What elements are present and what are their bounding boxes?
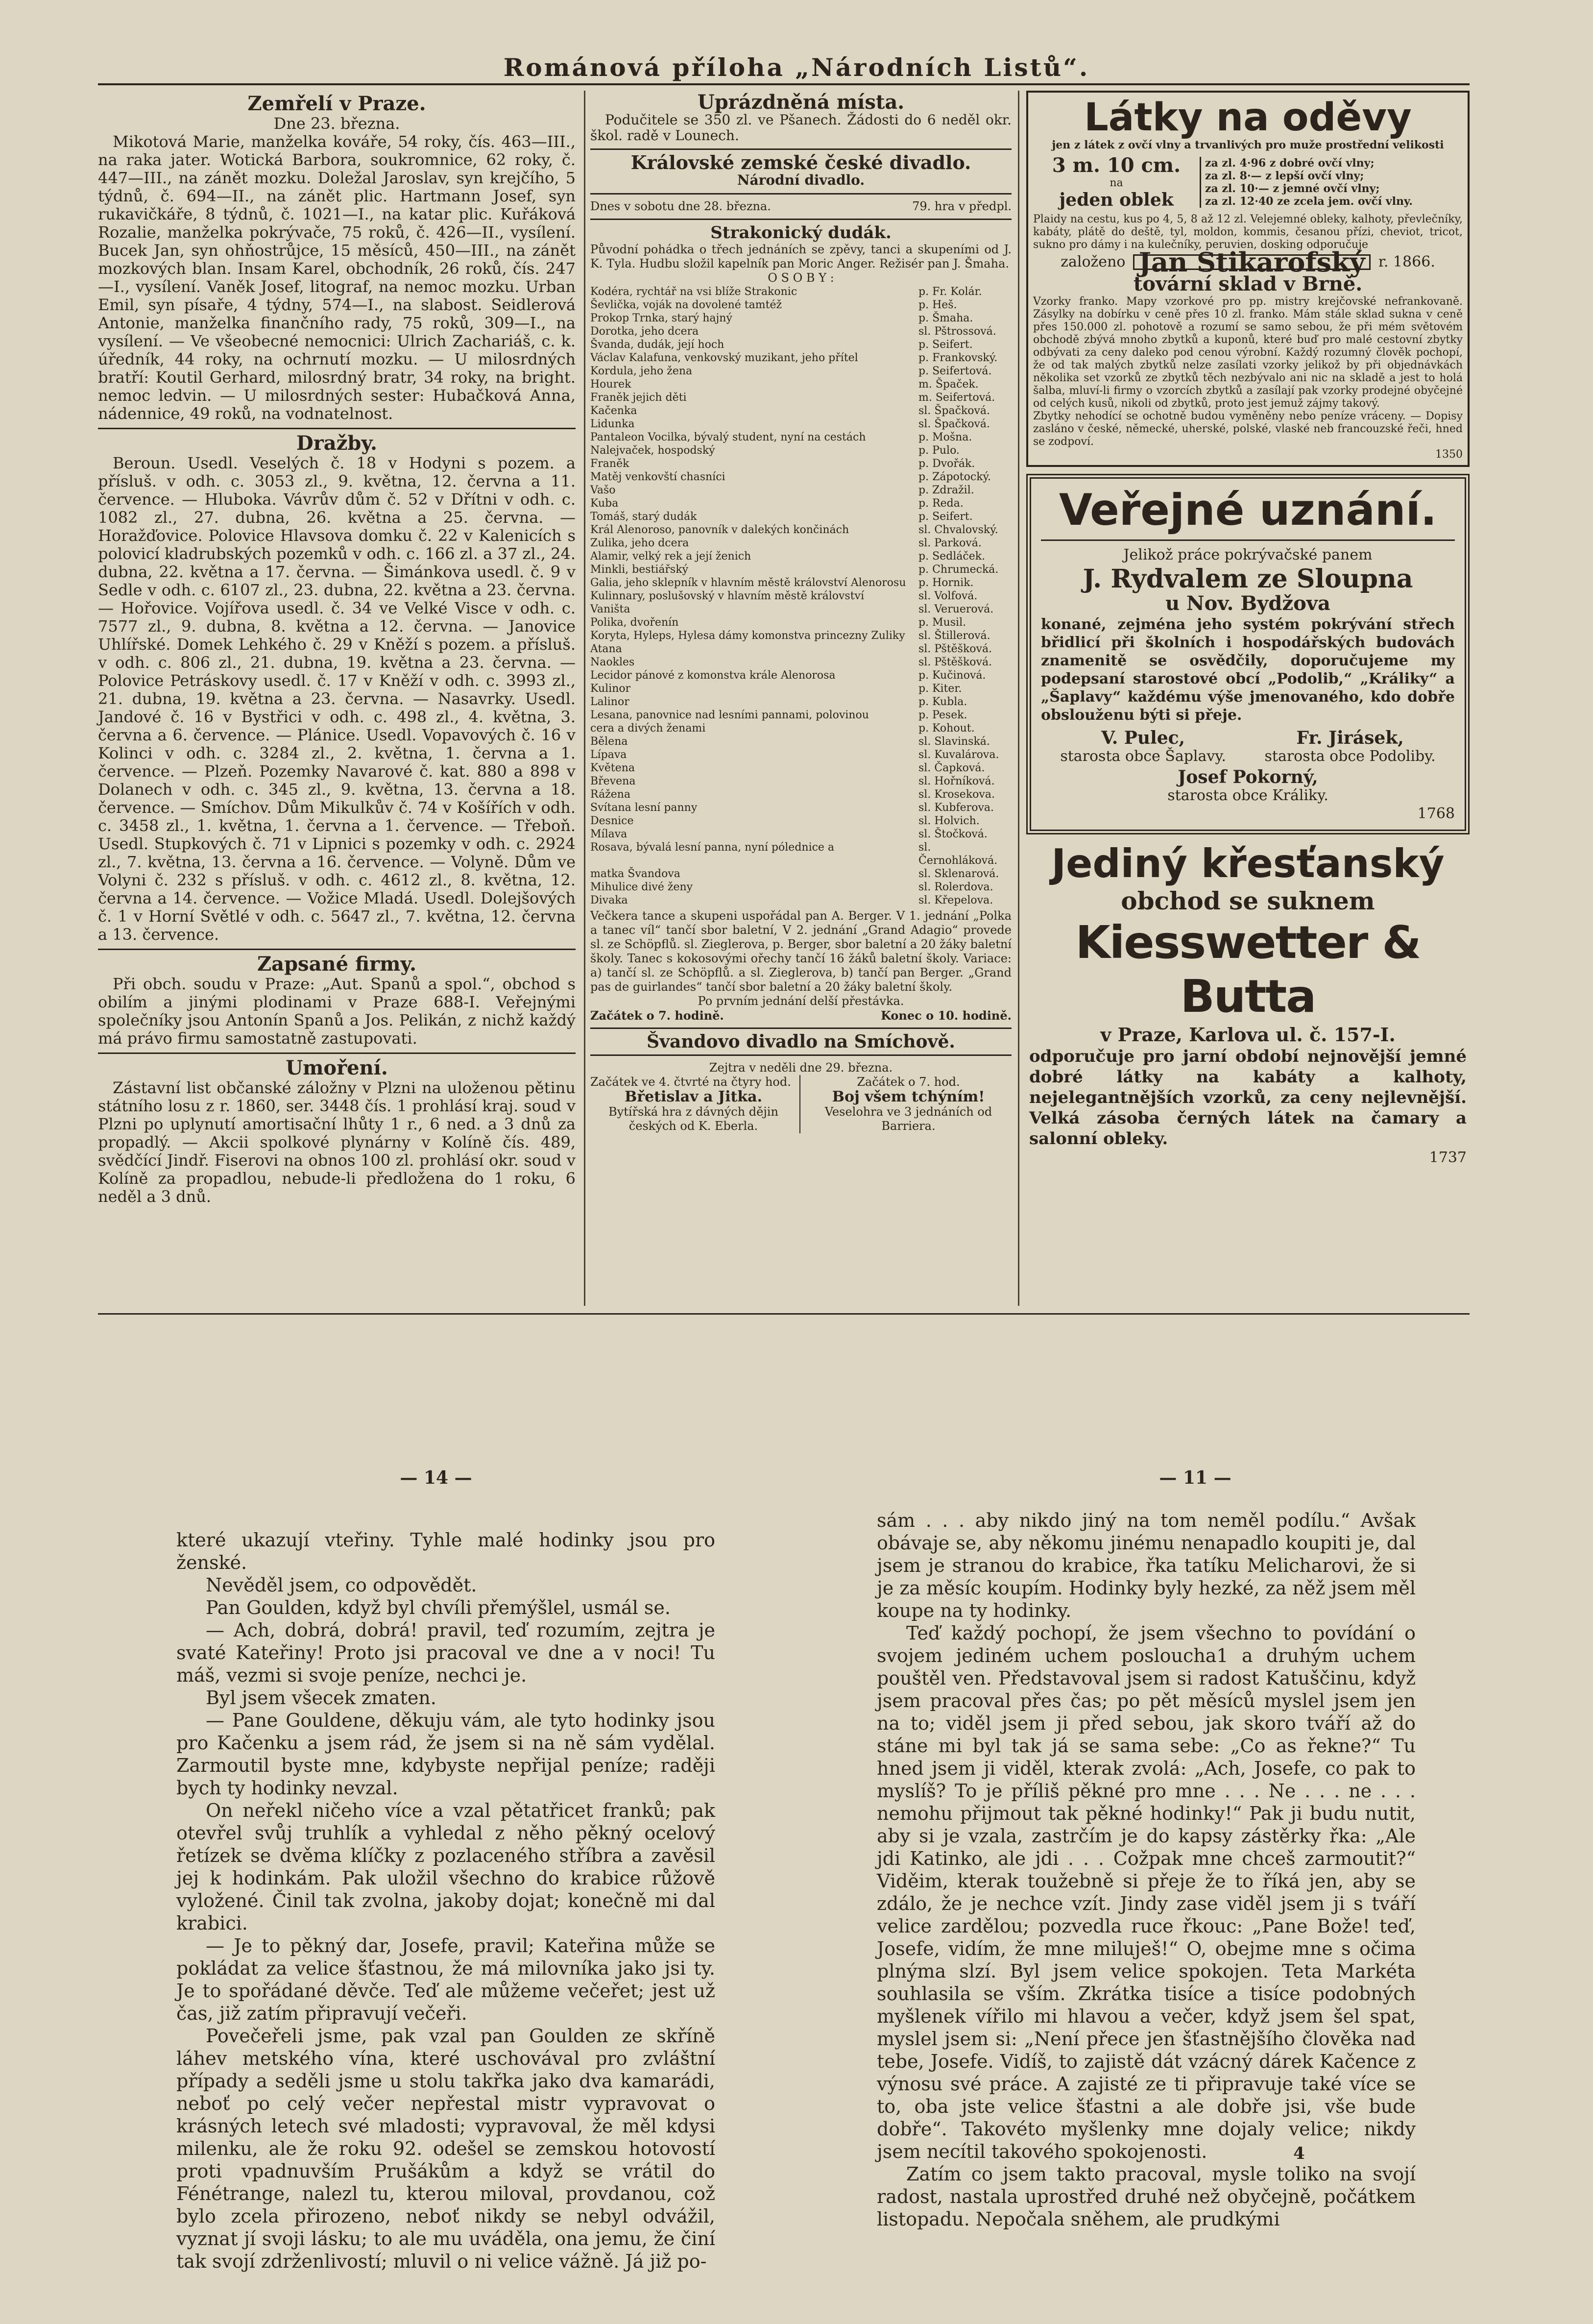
cast-actor: p. Dvořák. (918, 458, 975, 470)
masthead: Románová příloha „Národních Listů“. (503, 53, 1090, 82)
latky-text3: Zbytky nehodící se ochotně budou vyměněny nebo peníze vráceny. — Dopisy zasláno v české, německé, uherské, polské, vlaské neb francouzské řeči, hned se zodpoví. (1033, 410, 1463, 448)
latky-na: na (1110, 177, 1123, 189)
story-paragraph: sám . . . aby nikdo jiný na tom neměl podílu.“ Avšak obávaje se, aby někomu jinému nenapadlo koupiti je, dal jsem je stranou do krabice, řka tatíku Melicharovi, že si je za měsíc koupím. Hodinky byly hezké, za něž jsem měl koupe na ty hodinky. (877, 1510, 1416, 1621)
sig3-name: Josef Pokorný, (1178, 767, 1318, 787)
svandovo-programs (590, 1075, 1012, 1133)
cast-role: Atana (590, 643, 622, 655)
cast-actor: sl. Hořníková. (918, 775, 995, 787)
cast-row (590, 775, 1012, 788)
cast-role: Kačenka (590, 405, 637, 417)
cast-actor: p. Mošna. (918, 431, 972, 443)
latky-left (1033, 154, 1200, 210)
cast-actor: sl. Kubferova. (918, 802, 994, 814)
cast-role: Desnice (590, 815, 634, 827)
cast-role: Švanda, dudák, její hoch (590, 339, 724, 351)
cast-role: Rážena (590, 788, 631, 801)
uznani-title: Veřejné uznání. (1059, 485, 1437, 535)
cast-row (590, 867, 1012, 881)
svandovo-left (590, 1075, 800, 1133)
cast-actor: p. Kiter. (918, 683, 962, 695)
cast-actor: sl. Volfová. (918, 590, 978, 602)
cast-row (590, 656, 1012, 669)
latky-text2: Vzorky franko. Mapy vzorkové pro pp. mistry krejčovské nefrankovaně. Zásylky na dobírku v ceně přes 10 zl. franko. Mám stále sklad sukna v ceně přes 150.000 zl. pohotově a rozumí se samo sebou, že při mém světovém obchodě zbývá mnoho zbytků a kuponů, které buď pro malé cestovní zbytky odbývati za ceny daleko pod cenou výrobní. Každý rozumný člověk pochopí, že od tak malých zbytků nelze zasílati vzorky jelikož by při objednávkách několika set vzorků ze zbytků těch nezbývalo ani nic na skladě a jest to holá šalba, mluví-li firmy o vzorcích zbytků a zasílají pak vzorky prodejné obyčejné od celých kusů, nikoli od zbytků, proto jest jemuž zájmy takový. (1033, 295, 1463, 410)
cast-actor: sl. Štočková. (918, 828, 988, 840)
cast-actor: p. Fr. Kolár. (918, 286, 982, 298)
umoreni-heading: Umoření. (286, 1056, 388, 1079)
cast-row (590, 391, 1012, 404)
cast-row (590, 841, 1012, 867)
osoby-label: O S O B Y : (768, 271, 834, 285)
cast-row (590, 497, 1012, 510)
cast-role: Polika, dvořenín (590, 616, 679, 629)
cast-row (590, 417, 1012, 431)
cast-actor: sl. Sklenarová. (918, 868, 999, 880)
tovarni-label: tovární sklad v Brně. (1133, 272, 1363, 295)
cast-row (590, 828, 1012, 841)
story-paragraph: — Je to pěkný dar, Josefe, pravil; Kateřina může se pokládat za velice šťastnou, že má milovníka jako jsi ty. Je to spořádané děvče. Teď ale můžeme večeřet; jest už čas, již zatím připravují večeři. (176, 1935, 715, 2024)
cast-actor: sl. Pštěšková. (918, 643, 992, 655)
sig2-title: starosta obce Podoliby. (1264, 748, 1436, 765)
uznani-ad (1026, 474, 1470, 834)
intermission-note: Po prvním jednání delší přestávka. (698, 994, 904, 1008)
column-2 (590, 91, 1012, 1133)
firms-text: Při obch. soudu v Praze: „Aut. Spanů a spol.“, obchod s obilím a jinými plodinami v Praze 688-I. Veřejnými společníky jsou Antonín Spanů a Jos. Pelikán, z nichž každý má právo firmu samostatně zastupovati. (98, 975, 576, 1048)
uznani-place: u Nov. Bydžova (1165, 592, 1330, 615)
cast-actor: p. Šmaha. (918, 312, 973, 324)
cast-actor: p. Chrumecká. (918, 563, 999, 576)
cast-row (590, 298, 1012, 312)
cast-row (590, 537, 1012, 550)
latky-price: za zl. 4·96 z dobré ovčí vlny; (1205, 157, 1375, 170)
cast-role: Lalinor (590, 696, 629, 708)
cast-role: Alamir, velký rek a její ženich (590, 550, 751, 563)
latky-title: Látky na oděvy (1084, 96, 1412, 140)
cast-actor: p. Musil. (918, 616, 966, 629)
cast-row (590, 576, 1012, 589)
cast-row (590, 550, 1012, 563)
latky-text: Plaidy na cestu, kus po 4, 5, 8 až 12 zl. Velejemné obleky, kalhoty, převlečníky, kabáty, plátě do deště, tyl, moldon, kommis, česanou přízi, cheviot, tricot, sukno pro dámy i na kulečníky, peruvien, dosking odporučuje (1033, 213, 1463, 251)
divider (1041, 539, 1455, 541)
cast-role: Kordula, jeho žena (590, 365, 693, 377)
cast-row (590, 589, 1012, 603)
latky-num: 1350 (1435, 448, 1463, 461)
cast-role: Zulika, jeho dcera (590, 537, 689, 549)
sv-left-title: Břetislav a Jitka. (624, 1088, 763, 1105)
divider (590, 193, 1012, 195)
cast-actor: p. Hornik. (918, 577, 974, 589)
cast-row (590, 285, 1012, 298)
cast-role: Dorotka, jeho dcera (590, 325, 699, 338)
cast-role: Mihulice divé ženy (590, 881, 693, 893)
cast-row (590, 695, 1012, 709)
column-1 (98, 91, 576, 1206)
cast-actor: p. Kubla. (918, 696, 967, 708)
sig3-title: starosta obce Králiky. (1167, 787, 1328, 804)
cast-actor: sl. Slavinská. (918, 735, 990, 748)
svandovo-heading: Švandovo divadlo na Smíchově. (647, 1031, 955, 1052)
cast-actor: p. Pesek. (918, 709, 967, 721)
cast-role: Mílava (590, 828, 628, 840)
cast-actor: sl. Pštrossová. (918, 325, 996, 338)
deaths-text: Mikotová Marie, manželka kováře, 54 roky, čís. 463—III., na raka jater. Wotická Barbora, soukromnice, 62 roky, č. 447—III., na zánět mozku. Doležal Jaroslav, syn krejčího, 5 týdnů, č. 694—II., na zánět plic. Hartmann Josef, syn rukavičkáře, 8 týdnů, č. 1021—I., na katar plic. Kuřáková Rozalie, manželka pokrývače, 75 roků, č. 426—II., vysílení. Bucek Jan, syn ohňostrůjce, 15 měsíců, 450—III., na zánět mozkových blan. Insam Karel, obchodník, 26 roků, čís. 247—I., vysílení. Vaněk Josef, litograf, na nemoc mozku. Urban Emil, syn písaře, 4 týdny, 574—I., na slabost. Seidlerová Antonie, manželka finančního rady, 75 roků, 309—I., na vysílení. — Ve všeobecné nemocnici: Ulrich Zachariáš, c. k. úředník, 44 roky, na ochrnutí mozku. — U milosrdných bratří: Koutil Gerhard, milosrdný bratr, 34 roky, na bright. nemoc ledvin. — U milosrdných sester: Hubačková Anna, nádennice, 49 roků, na vodnatelnost. (98, 132, 576, 423)
cast-actor: p. Kohout. (918, 722, 975, 734)
auctions-text: Beroun. Usedl. Veselých č. 18 v Hodyni s pozem. a přísluš. v odh. c. 3053 zl., 9. května, 12. června a 11. července. — Hluboka. Vávrův dům č. 52 v Dřítni v odh. c. 1082 zl., 27. dubna, 26. května a 25. června. — Horažďovice. Polovice Hlavsova domku č. 22 v Kalenicích s polovicí kladrubských pozemků v odh. c. 166 zl. a 37 zl., 24. dubna, 22. května a 17. června. — Šimánkova usedl. č. 9 v Sedle v odh. c. 6107 zl., 23. dubna, 22. května a 23. června. — Hořovice. Vojířova usedl. č. 34 ve Velké Visce v odh. c. 7577 zl., 9. dubna, 8. května a 12. června. — Janovice Uhlířské. Domek Lehkého č. 29 v Kněží s pozem. a přísluš. v odh. c. 806 zl., 21. dubna, 19. května a 23. června. — Polovice Petráskovy usedl. č. 17 v Kněží v odh. c. 3993 zl., 21. dubna, 19. května a 23. června. — Nasavrky. Usedl. Jandové č. 16 v Bystřici v odh. c. 498 zl., 4. května, 3. června a 6. července. — Plánice. Usedl. Vopavových č. 16 v Kolinci v odh. c. 3284 zl., 2. května, 1. června a 1. července. — Plzeň. Pozemky Navarové č. kat. 880 a 898 v Dolanech v odh. c. 345 zl., 9. května, 13. června a 18. července. — Smíchov. Dům Mikulkův č. 74 v Košířích v odh. c. 3458 zl., 1. května, 1. června a 1. července. — Třeboň. Usedl. Stupkových č. 71 v Lipnici s pozemky v odh. c. 2924 zl., 7. května, 13. června a 16. července. — Volyně. Dům ve Volyni č. 232 s přísluš. v odh. c. 4612 zl., 8. května, 12. června a 14. července. — Vožice Mladá. Usedl. Dolejšových č. 1 v Horní Světlé v odh. c. 5647 zl., 7. května, 12. června a 13. července. (98, 454, 576, 944)
cast-row (590, 523, 1012, 537)
k-name: Kiesswetter & Butta (1075, 916, 1421, 1023)
cast-actor: sl. Veruerová. (918, 603, 994, 615)
theatre-date-right: 79. hra v předpl. (912, 199, 1012, 213)
k-text: odporučuje pro jarní období nejnovější jemné dobré látky na kabáty a kalhoty, nejelegantnějších vzorků, za ceny nejlevnější. Velká zásoba černých látek na čamary a salonní obleky. (1029, 1047, 1467, 1149)
cast-row (590, 325, 1012, 338)
cast-row (590, 444, 1012, 457)
column-divider (1018, 91, 1019, 1306)
cast-actor: sl. Parková. (918, 537, 982, 549)
latky-prices (1200, 157, 1463, 208)
cast-role: Matěj venkovští chasníci (590, 471, 725, 483)
cast-actor: sl. Špačková. (918, 418, 990, 430)
cast-role: Koryta, Hyleps, Hylesa dámy komonstva princezny Zuliky (590, 630, 905, 642)
cast-row (590, 709, 1012, 722)
svandovo-date: Zejtra v neděli dne 29. března. (709, 1061, 893, 1075)
cast-row (590, 563, 1012, 576)
column-divider (584, 91, 585, 1306)
cast-role: matka Švandova (590, 868, 680, 880)
cast-role: Galia, jeho sklepník v hlavním městě království Alenorosu (590, 577, 906, 589)
vacancies-text: Podučitele se 350 zl. ve Pšanech. Žádosti do 6 neděl okr. škol. radě v Lounech. (590, 112, 1012, 144)
cast-role: Hourek (590, 378, 631, 391)
story-paragraph: Nevěděl jsem, co odpovědět. (206, 1574, 477, 1596)
sig2-name: Fr. Jirásek, (1296, 728, 1404, 748)
uznani-intro: Jelikož práce pokrývačské panem (1123, 546, 1373, 563)
cast-row (590, 682, 1012, 695)
latky-price: za zl. 12·40 ze zcela jem. ovčí vlny. (1205, 195, 1413, 208)
deaths-date: Dne 23. března. (273, 114, 400, 133)
cast-role: Divaka (590, 894, 628, 906)
cast-actor: m. Špaček. (918, 378, 979, 391)
cast-role: Kulinnary, poslušovský v hlavním městě království (590, 590, 865, 602)
divider (590, 1027, 1012, 1029)
cast-row (590, 510, 1012, 523)
deaths-heading: Zemřelí v Praze. (247, 92, 426, 115)
cast-role: Ševlička, voják na dovolené tamtéž (590, 299, 782, 311)
zalozeno-label: založeno (1061, 253, 1126, 270)
divider (98, 949, 576, 950)
footer-number: 4 (1293, 2144, 1305, 2163)
cast-role: Prokop Trnka, starý hajný (590, 312, 732, 324)
latky-offer (1033, 154, 1463, 210)
theatre-heading: Královské zemské české divadlo. (630, 151, 971, 173)
start-time: Začátek o 7. hodině. (590, 1008, 724, 1023)
auctions-heading: Dražby. (296, 432, 377, 455)
firm-row (1033, 246, 1463, 278)
cast-actor: sl. Pštěšková. (918, 656, 992, 668)
k-title2: obchod se suknem (1121, 886, 1375, 915)
cast-row (590, 404, 1012, 417)
sv-right-time: Začátek o 7. hod. (857, 1075, 960, 1089)
story-right (877, 1509, 1416, 2230)
page-number-left: — 14 — (400, 1468, 472, 1488)
sig1-title: starosta obce Šaplavy. (1060, 748, 1226, 765)
column-3 (1026, 91, 1470, 1166)
cast-row (590, 761, 1012, 775)
cast-actor: p. Frankovský. (918, 352, 998, 364)
uznani-text: konané, zejména jeho systém pokrývání střech břidlicí při školních i hospodářských budovách znamenitě se osvědčily, doporučujeme my podepsaní starostové obcí „Podolib,“ „Králiky“ a „Šaplavy“ každému výše jmenovaného, kdo dobře obslouženu býti si přeje. (1041, 616, 1455, 724)
cast-role: Kodéra, rychtář na vsi blíže Strakonic (590, 286, 797, 298)
k-title1: Jediný křesťanský (1051, 841, 1445, 886)
cast-role: Břevena (590, 775, 636, 787)
story-left (176, 1529, 715, 2273)
cast-role: Lidunka (590, 418, 635, 430)
latky-intro: jen z látek z ovčí vlny a trvanlivých pro muže prostřední velikosti (1052, 139, 1444, 151)
cast-actor: m. Seifertová. (918, 391, 995, 404)
svandovo-right (805, 1075, 1012, 1133)
cast-actor: p. Seifert. (918, 339, 973, 351)
dance-note: Večkera tance a skupeni uspořádal pan A. Berger. V 1. jednání „Polka a tanec víl“ tančí sbor baletní, V 2. jednání „Grand Adagio“ provede sl. ze Schöpflů. sl. Zieglerova, p. Berger, sbor baletní a 20 žáky baletní školy. Tanec s kokosovými ořechy tančí 16 žáků baletní školy. Variace: a) tančí sl. ze Schöpflů. a sl. Zieglerova, b) tančí pan Berger. „Grand pas de guirlandes“ tančí sbor baletní a 20 žáky baletní školy. (590, 909, 1012, 994)
cast-row (590, 814, 1012, 828)
cast-row (590, 788, 1012, 801)
signature-1 (1060, 729, 1226, 765)
latky-m: 3 m. 10 cm. (1052, 154, 1181, 177)
cast-role: Bělena (590, 735, 628, 748)
cast-actor: p. Pulo. (918, 444, 960, 457)
latky-price: za zl. 10·— z jemné ovčí vlny; (1205, 182, 1380, 195)
cast-actor: p. Zápotocký. (918, 471, 991, 483)
cast-row (590, 616, 1012, 629)
latky-ad (1026, 91, 1470, 467)
cast-role: Vašo (590, 484, 616, 496)
cast-row (590, 312, 1012, 325)
cast-role: Franěk (590, 458, 629, 470)
uznani-name: J. Rydvalem ze Sloupna (1083, 564, 1413, 594)
firm-name: Jan Stikarofský (1133, 254, 1370, 270)
cast-row (590, 748, 1012, 761)
cast-role: Lesana, panovnice nad lesními pannami, polovinou (590, 709, 869, 721)
cast-actor: sl. Černohláková. (918, 841, 998, 867)
cast-actor: p. Seifertová. (918, 365, 992, 377)
cast-row (590, 881, 1012, 894)
cast-row (590, 669, 1012, 682)
cast-actor: sl. Chvalovský. (918, 524, 998, 536)
cast-list (590, 285, 1012, 907)
cast-actor: sl. Čapková. (918, 762, 985, 774)
k-num: 1737 (1429, 1149, 1467, 1166)
cast-row (590, 735, 1012, 748)
signature-2 (1265, 729, 1436, 765)
latky-price: za zl. 8·— z lepší ovčí vlny; (1205, 170, 1364, 182)
cast-role: Minkli, bestiářský (590, 563, 689, 576)
cast-role: Tomáš, starý dudák (590, 511, 697, 523)
kiesswetter-ad (1026, 841, 1470, 1166)
cast-role: Franěk jejich děti (590, 391, 687, 404)
start-end-row (590, 1008, 1012, 1023)
cast-role: Král Alenoroso, panovník v dalekých končinách (590, 524, 849, 536)
page-number-right: — 11 — (1159, 1468, 1231, 1488)
sig1-name: V. Pulec, (1101, 728, 1185, 748)
cast-row (590, 365, 1012, 378)
cast-role: Vaništa (590, 603, 630, 615)
cast-actor: sl. Krosekova. (918, 788, 995, 801)
cast-row (590, 431, 1012, 444)
cast-row (590, 603, 1012, 616)
cast-row (590, 457, 1012, 470)
sv-right-desc: Veselohra ve 3 jednáních od Barriera. (824, 1105, 992, 1133)
divider (590, 219, 1012, 220)
cast-actor: sl. Špačková. (918, 405, 990, 417)
story-paragraph: Zatím co jsem takto pracoval, mysle toliko na svojí radost, nastala uprostřed druhé než obyčejně, počátkem listopadu. Nepočala sněhem, ale prudkými (877, 2163, 1416, 2230)
cast-actor: p. Heš. (918, 299, 957, 311)
cast-row (590, 801, 1012, 814)
cast-role: Kulinor (590, 683, 631, 695)
divider (590, 1054, 1012, 1056)
cast-role: Pantaleon Vocilka, bývalý student, nyní na cestách (590, 431, 866, 443)
sv-right-title: Boj všem tchýním! (832, 1088, 985, 1105)
story-paragraph: Byl jsem všecek zmaten. (206, 1687, 436, 1709)
cast-role: Kuba (590, 497, 619, 510)
story-paragraph: Teď každý pochopí, že jsem všechno to povídání o svojem jediném uchem posloucha1 a druhým uchem pouštěl ven. Představoval jsem si radost Katuščinu, když jsem pracoval přes čas; po pět měsíců myslel jsem jen na to; viděl jsem ji před sebou, jak skoro tváří až do stáne mi byl tak já se sama sebe: „Co as řekne?“ Tu hned jsem ji viděl, kterak zvolá: „Ach, Josefe, co pak to myslíš? To je příliš pěkné pro mne . . . Ne . . . ne . . . nemohu přijmout tak pěkné hodinky!“ Pak ji budu nutit, aby si je vzala, zastrčím je do kapsy zástěrky řka: „Ale jdi Katinko, ale jdi . . . Cožpak mne chceš zarmoutit?“ Viděim, kterak toužebně si přeje že to říká jen, aby se zdálo, že je nechce vzít. Jindy zase viděl jsem ji s tváří velice zardělou; pozvedla ruce řkouc: „Pane Bože! teď, Josefe, vidím, že mne miluješ!“ O, obejme mne s očima plnýma slzí. Byl jsem velice spokojen. Teta Markéta souhlasila se vším. Zkrátka tisíce a tisíce podobných myšlenek vířilo mi hlavou a večer, když jsem šel spat, myslel jsem si: „Není přece jen šťastnějšího člověka nad tebe, Josefe. Vidíš, to zajistě dát vzácný dárek Kačence z výnosu své práce. A zajisté ze ti připravuje také více se to, oba jste velice šťastni a ale dobře jsi, vše bude dobře“. Takovéto myšlenky mne dojaly velice; nikdy jsem necítil takového spokojenosti. (877, 1622, 1416, 2162)
masthead-rule (98, 83, 1470, 85)
sv-left-desc: Bytířská hra z dávných dějin českých od K. Eberla. (608, 1105, 778, 1133)
story-paragraph: — Ach, dobrá, dobrá! pravil, teď rozumím, zejtra je svaté Kateřiny! Proto jsi pracoval ve dne a v noci! Tu máš, vezmi si svoje peníze, nechci je. (176, 1619, 715, 1686)
play-title: Strakonický dudák. (710, 223, 892, 243)
cast-actor: sl. Kuvalárova. (918, 749, 999, 761)
play-desc: Původní pohádka o třech jednáních se zpěvy, tanci a skupeními od J. K. Tyla. Hudbu složil kapelník pan Moric Anger. Režisér pan J. Šmaha. (590, 243, 1012, 270)
story-paragraph: On neřekl ničeho více a vzal pětatřicet franků; pak otevřel svůj truhlík a vyhledal z něho pěkný ocelový řetízek se dvěma klíčky z pozlaceného stříbra a zavěsil jej k hodinkám. Pak uložil všechno do krabice růžově vyložené. Činil tak zvolna, jakoby dojat; konečně mi dal krabici. (176, 1800, 715, 1934)
firms-heading: Zapsané firmy. (257, 953, 417, 976)
cast-row (590, 642, 1012, 656)
section-rule (98, 1313, 1470, 1315)
sv-left-time: Začátek ve 4. čtvrté na čtyry hod. (590, 1075, 791, 1089)
firm-year: r. 1866. (1378, 253, 1435, 270)
cast-actor: p. Reda. (918, 497, 964, 510)
cast-row (590, 722, 1012, 735)
end-time: Konec o 10. hodině. (881, 1008, 1012, 1023)
divider (98, 428, 576, 429)
cast-role: Lecidor pánové z komonstva krále Alenorosa (590, 669, 836, 682)
story-paragraph: Povečeřeli jsme, pak vzal pan Goulden ze skříně láhev metského vína, které uschovával pro zvláštní případy a seděli jsme u stolu takřka jako dva kamarádi, neboť po celý večer nepřestal mistr vypravovat o krásných letech své mladosti; vypravoval, že měl kdysi milenku, ale že roku 92. odešel se zemskou hotovostí proti vpadnuvším Prušákům a když se vrátil do Fénétrange, nalezl tu, kterou miloval, provdanou, což bylo zcela přirozeno, neboť nikdy se nebyl odvážil, vyznat jí svoji lásku; to ale mu uváděla, ona jemu, že činí tak svojí zdrženlivostí; mluvil o ni velice vážně. Já již po- (176, 2025, 715, 2272)
cast-role: Lípava (590, 749, 627, 761)
cast-row (590, 351, 1012, 365)
cast-role: Svítana lesní panny (590, 802, 698, 814)
story-paragraph: Pan Goulden, když byl chvíli přemýšlel, usmál se. (206, 1597, 671, 1618)
divider (98, 1052, 576, 1054)
vacancies-heading: Uprázdněná místa. (697, 91, 905, 114)
cast-actor: p. Seifert. (918, 511, 973, 523)
cast-row (590, 629, 1012, 642)
story-paragraph: — Pane Gouldene, děkuju vám, ale tyto hodinky jsou pro Kačenku a jsem rád, že jsem si na ně sám vydělal. Zarmoutil byste mne, kdybyste nepřijal peníze; raději bych ty hodinky nevzal. (176, 1710, 715, 1799)
divider (590, 148, 1012, 150)
cast-role: Václav Kalafuna, venkovský muzikant, jeho přítel (590, 352, 858, 364)
cast-role: cera a divých ženami (590, 722, 706, 734)
cast-row (590, 484, 1012, 497)
umoreni-text: Zástavní list občanské záložny v Plzni na uloženou pětinu státního losu z r. 1860, ser. 3448 čís. 1 prohlásí kraj. soud v Plzni po uplynutí amortisační lhůty 1 r., 6 ned. a 3 dnů za propadlý. — Akcii spolkové plynárny v Kolíně čís. 489, svědčící Jindř. Fiserovi na obnos 100 zl. prohlásí okr. soud v Kolíně za propadlou, nebude-li předložena do 1 roku, 6 neděl a 3 dnů. (98, 1078, 576, 1206)
theatre-date-left: Dnes v sobotu dne 28. března. (590, 199, 771, 213)
latky-jeden: jeden oblek (1059, 190, 1174, 210)
cast-row (590, 894, 1012, 907)
cast-role: Květena (590, 762, 635, 774)
cast-actor: p. Sedláček. (918, 550, 986, 563)
cast-row (590, 378, 1012, 391)
theatre-date-row (590, 199, 1012, 214)
signatures-row (1041, 729, 1455, 765)
cast-actor: sl. Rolerdova. (918, 881, 993, 893)
cast-actor: sl. Křepelova. (918, 894, 993, 906)
k-addr: v Praze, Karlova ul. č. 157-I. (1100, 1024, 1396, 1046)
cast-row (590, 338, 1012, 351)
cast-actor: p. Zdražil. (918, 484, 974, 496)
cast-actor: sl. Štillerová. (918, 630, 990, 642)
cast-actor: sl. Holvich. (918, 815, 980, 827)
cast-actor: p. Kučinová. (918, 669, 986, 682)
cast-row (590, 470, 1012, 484)
theatre-sub: Národní divadlo. (737, 172, 865, 188)
cast-role: Rosava, bývalá lesní panna, nyní pólednice a (590, 841, 835, 854)
cast-role: Nalejvaček, hospodský (590, 444, 715, 457)
cast-role: Naokles (590, 656, 635, 668)
uznani-num: 1768 (1417, 805, 1455, 822)
story-paragraph: které ukazují vteřiny. Tyhle malé hodinky jsou pro ženské. (176, 1529, 715, 1573)
